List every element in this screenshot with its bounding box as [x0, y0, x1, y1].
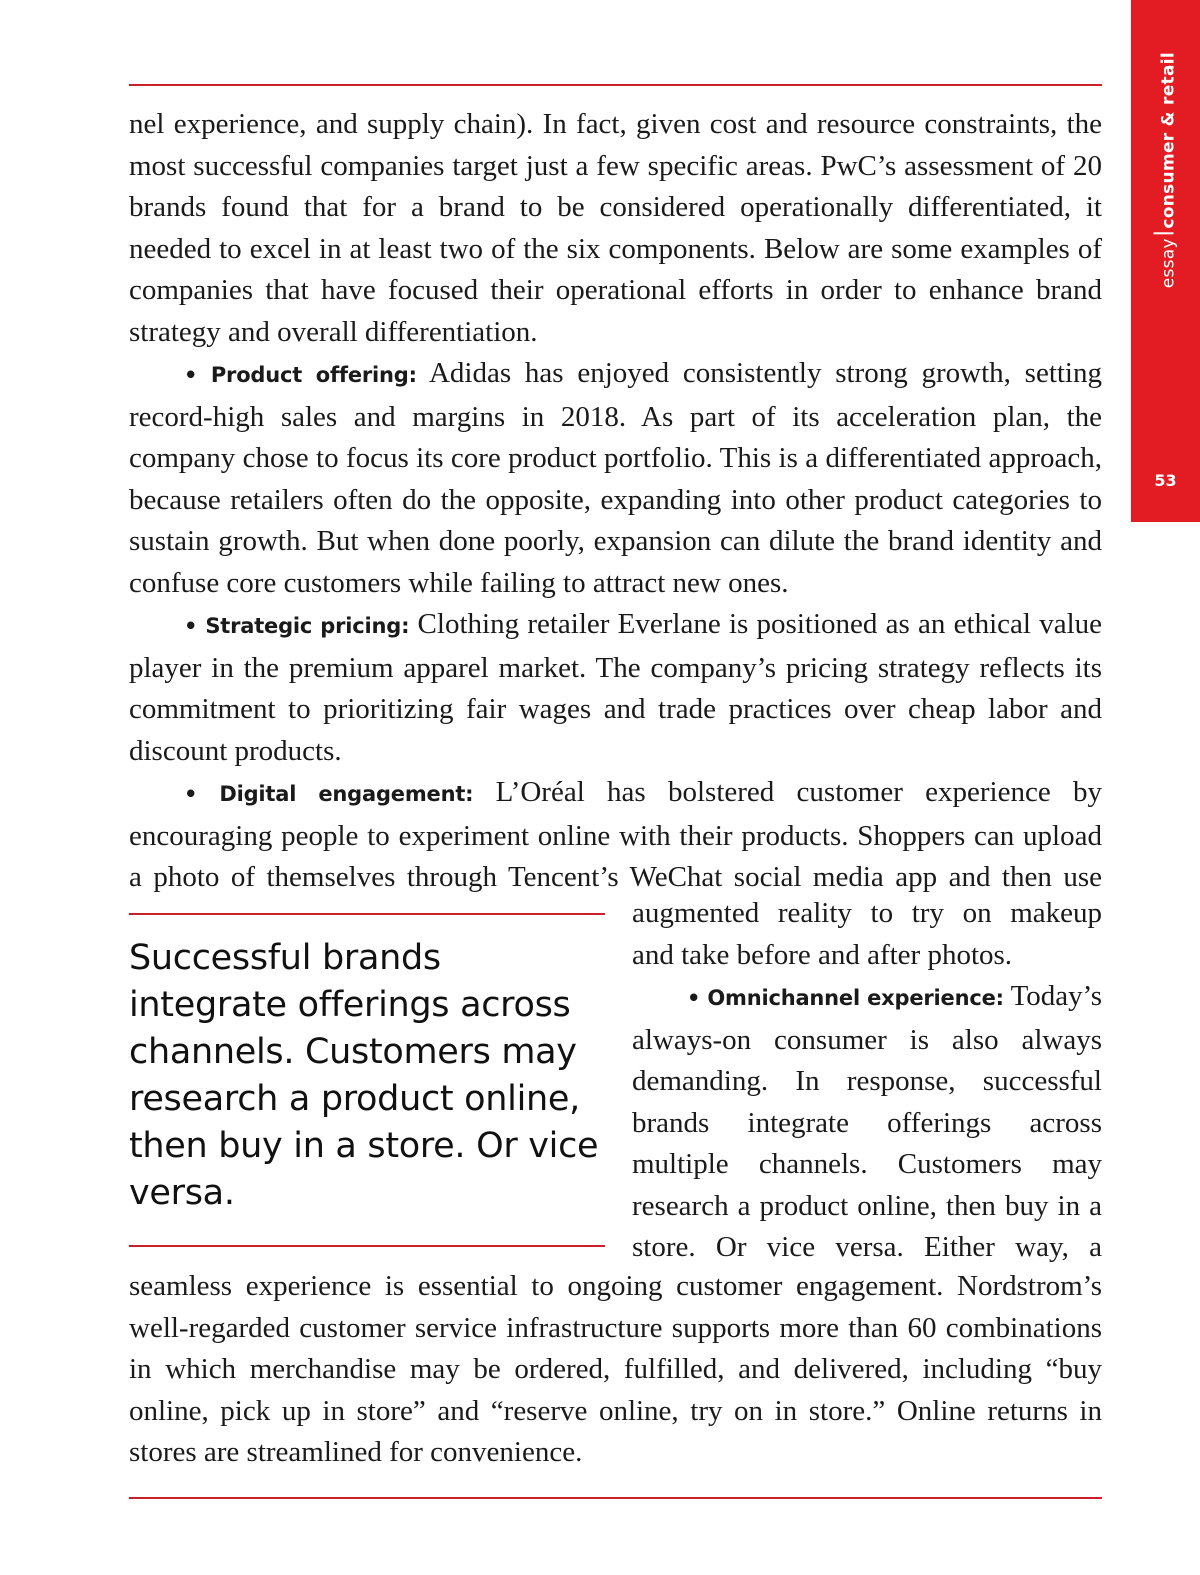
strategic-pricing-label: • Strategic pricing:	[184, 614, 410, 638]
bottom-rule	[129, 1497, 1102, 1499]
body-text-narrow	[632, 893, 1102, 1269]
omnichannel-text: Today’s always-on consumer is also always demanding. In response, successful brands integrate offerings across multiple channels. Customers may research a product online, then buy in a store. Or vice versa. Either way, a	[632, 980, 1102, 1263]
product-offering-label: • Product offering:	[184, 363, 417, 387]
digital-continuation-1: augmented reality to try on makeup	[632, 897, 1102, 929]
strategic-pricing-text: Clothing retailer Everlane is positioned as an ethical value player in the premium apparel market. The company’s pricing strategy reflects its commitment to prioritizing fair wages and trade practices over cheap labor and discount products.	[129, 608, 1102, 767]
digital-engagement-text: L’Oréal has bolstered customer experience by encouraging people to experiment online with their products. Shoppers can upload a photo of themselves through Tencent’s WeChat social media app and then use	[129, 776, 1102, 893]
product-offering-text: Adidas has enjoyed consistently strong growth, setting record-high sales and margins in 2018. As part of its acceleration plan, the company chose to focus its core product portfolio. This is a differentiated approach, because retailers often do the opposite, expanding into other product categories to sustain growth. But when done poorly, expansion can dilute the brand identity and confuse core customers while failing to attract new ones.	[129, 357, 1102, 599]
intro-paragraph: nel experience, and supply chain). In fact, given cost and resource constraints, the most successful companies target just a few specific areas. PwC’s assessment of 20 brands found that for a brand to be considered operationally differentiated, it needed to excel in at least two of the six components. Below are some examples of companies that have focused their operational efforts in order to enhance brand strategy and overall differentiation.	[129, 108, 1102, 348]
section-label-bold: consumer & retail	[1158, 52, 1178, 229]
digital-engagement-label: • Digital engagement:	[184, 782, 474, 806]
strategic-pricing-paragraph	[129, 604, 1102, 772]
section-label	[1153, 52, 1178, 288]
omnichannel-label: • Omnichannel experience:	[687, 986, 1004, 1010]
omnichannel-paragraph	[632, 976, 1102, 1269]
page-number: 53	[1154, 471, 1177, 490]
product-offering-paragraph	[129, 353, 1102, 604]
omnichannel-continuation: seamless experience is essential to ongoing customer engagement. Nordstrom’s well-regarded customer service infrastructure supports more than 60 combinations in which merchandise may be ordered, fulfilled, and delivered, including “buy online, pick up in store” and “reserve online, try on in store.” Online returns in stores are streamlined for convenience.	[129, 1270, 1102, 1468]
top-rule	[129, 84, 1102, 86]
body-text-top	[129, 104, 1102, 899]
section-tab	[1131, 0, 1200, 522]
pullquote-bottom-rule	[129, 1245, 605, 1247]
section-label-light: essay	[1158, 238, 1178, 289]
pull-quote: Successful brands integrate offerings across channels. Customers may research a product online, then buy in a store. Or vice versa.	[129, 938, 599, 1213]
digital-continuation-2: and take before and after photos.	[632, 938, 1013, 971]
digital-engagement-paragraph	[129, 772, 1102, 899]
pullquote-top-rule	[129, 913, 605, 915]
body-text-bottom	[129, 1266, 1102, 1474]
